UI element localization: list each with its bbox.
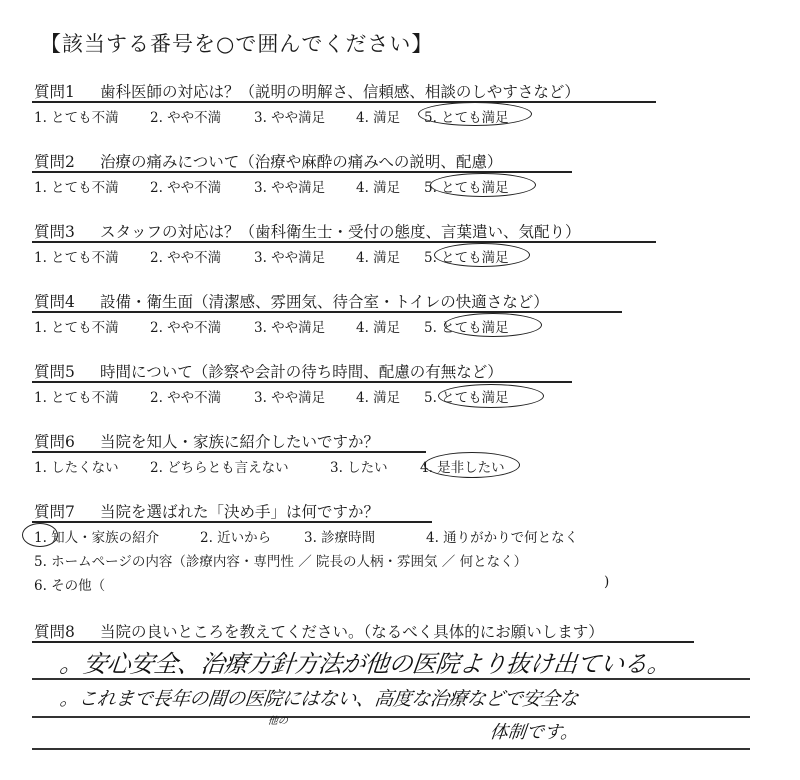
question-label: 質問4	[34, 293, 75, 311]
answer-line	[32, 716, 750, 718]
option-selected[interactable]: 5. とても満足	[424, 390, 509, 406]
handwritten-insert: 他の	[267, 716, 289, 727]
option-selected[interactable]: 4. 是非したい	[420, 460, 505, 476]
selection-circle	[434, 243, 530, 267]
question-text: 設備・衛生面（清潔感、雰囲気、待合室・トイレの快適さなど）	[100, 293, 549, 311]
question-underline	[32, 641, 694, 643]
question-text: 当院を選ばれた「決め手」は何ですか？	[100, 503, 380, 521]
question-text: 歯科医師の対応は？（説明の明解さ、信頼感、相談のしやすさなど）	[100, 83, 580, 101]
option[interactable]: 2. やや不満	[150, 110, 222, 126]
selection-circle	[22, 523, 58, 547]
option[interactable]: 2. 近いから	[200, 530, 272, 546]
handwritten-answer-line-3: 体制です。	[488, 722, 580, 743]
option[interactable]: 3. やや満足	[254, 110, 326, 126]
option-selected[interactable]: 5. とても満足	[424, 250, 509, 266]
question-text: 当院の良いところを教えてください。（なるべく具体的にお願いします）	[100, 623, 604, 641]
question-6	[34, 430, 379, 452]
option[interactable]: 2. やや不満	[150, 320, 222, 336]
question-underline	[32, 521, 432, 523]
question-underline	[32, 241, 656, 243]
option[interactable]: 3. したい	[330, 460, 388, 476]
question-7	[34, 500, 379, 522]
option[interactable]: 1. とても不満	[34, 250, 119, 266]
question-8	[34, 620, 604, 642]
selection-circle	[438, 384, 544, 408]
question-4	[34, 290, 549, 312]
option[interactable]: 4. 満足	[356, 180, 401, 196]
option[interactable]: 3. やや満足	[254, 180, 326, 196]
question-3	[34, 220, 581, 242]
option[interactable]: 1. とても不満	[34, 390, 119, 406]
option[interactable]: 2. やや不満	[150, 390, 222, 406]
option[interactable]: 3. やや満足	[254, 320, 326, 336]
option[interactable]: 4. 満足	[356, 390, 401, 406]
option[interactable]: 1. とても不満	[34, 110, 119, 126]
option-selected[interactable]: 5. とても満足	[424, 320, 509, 336]
option[interactable]: 3. やや満足	[254, 250, 326, 266]
option[interactable]: 4. 通りがかりで何となく	[426, 530, 579, 546]
question-label: 質問7	[34, 503, 75, 521]
handwritten-answer-line-2: 。これまで長年の間の医院にはない、高度な治療などで安全な	[58, 688, 580, 710]
options-q4	[34, 316, 509, 336]
options-q7	[34, 526, 578, 546]
option-6-close-paren: )	[604, 574, 610, 590]
question-text: 時間について（診察や会計の待ち時間、配慮の有無など）	[100, 363, 503, 381]
question-label: 質問6	[34, 433, 75, 451]
option[interactable]: 2. やや不満	[150, 250, 222, 266]
question-label: 質問1	[34, 83, 75, 101]
option[interactable]: 4. 満足	[356, 250, 401, 266]
question-label: 質問5	[34, 363, 75, 381]
question-underline	[32, 101, 656, 103]
option-selected[interactable]: 5. とても満足	[424, 180, 509, 196]
option[interactable]: 4. 満足	[356, 320, 401, 336]
option-selected[interactable]: 1. 知人・家族の紹介	[34, 530, 160, 546]
question-text: 当院を知人・家族に紹介したいですか？	[100, 433, 380, 451]
question-5	[34, 360, 503, 382]
selection-circle	[418, 102, 532, 126]
option-6-label: 6. その他（	[34, 578, 106, 594]
selection-circle	[444, 313, 542, 337]
option[interactable]: 2. どちらとも言えない	[150, 460, 289, 476]
handwritten-answer-line-1: 。安心安全、治療方針方法が他の医院より抜け出ている。	[58, 650, 673, 678]
option[interactable]: 3. 診療時間	[304, 530, 376, 546]
option[interactable]: 1. とても不満	[34, 180, 119, 196]
selection-circle	[430, 173, 536, 197]
question-text: スタッフの対応は？（歯科衛生士・受付の態度、言葉遣い、気配り）	[100, 223, 581, 241]
question-1	[34, 80, 580, 102]
option-6-other[interactable]	[34, 574, 105, 594]
question-label: 質問8	[34, 623, 75, 641]
question-underline	[32, 311, 622, 313]
option-selected[interactable]: 5. とても満足	[424, 110, 509, 126]
page-heading: 【該当する番号を○で囲んでください】	[40, 32, 434, 56]
option[interactable]: 2. やや不満	[150, 180, 222, 196]
option-5-homepage[interactable]: 5. ホームページの内容（診療内容・専門性 ／ 院長の人柄・雰囲気 ／ 何となく）	[34, 554, 528, 570]
answer-line	[32, 748, 750, 750]
question-text: 治療の痛みについて（治療や麻酔の痛みへの説明、配慮）	[100, 153, 503, 171]
selection-circle	[424, 452, 520, 478]
option[interactable]: 1. とても不満	[34, 320, 119, 336]
question-underline	[32, 451, 426, 453]
option[interactable]: 4. 満足	[356, 110, 401, 126]
question-label: 質問3	[34, 223, 75, 241]
option[interactable]: 1. したくない	[34, 460, 119, 476]
question-label: 質問2	[34, 153, 75, 171]
option[interactable]: 3. やや満足	[254, 390, 326, 406]
question-underline	[32, 381, 572, 383]
question-2	[34, 150, 502, 172]
